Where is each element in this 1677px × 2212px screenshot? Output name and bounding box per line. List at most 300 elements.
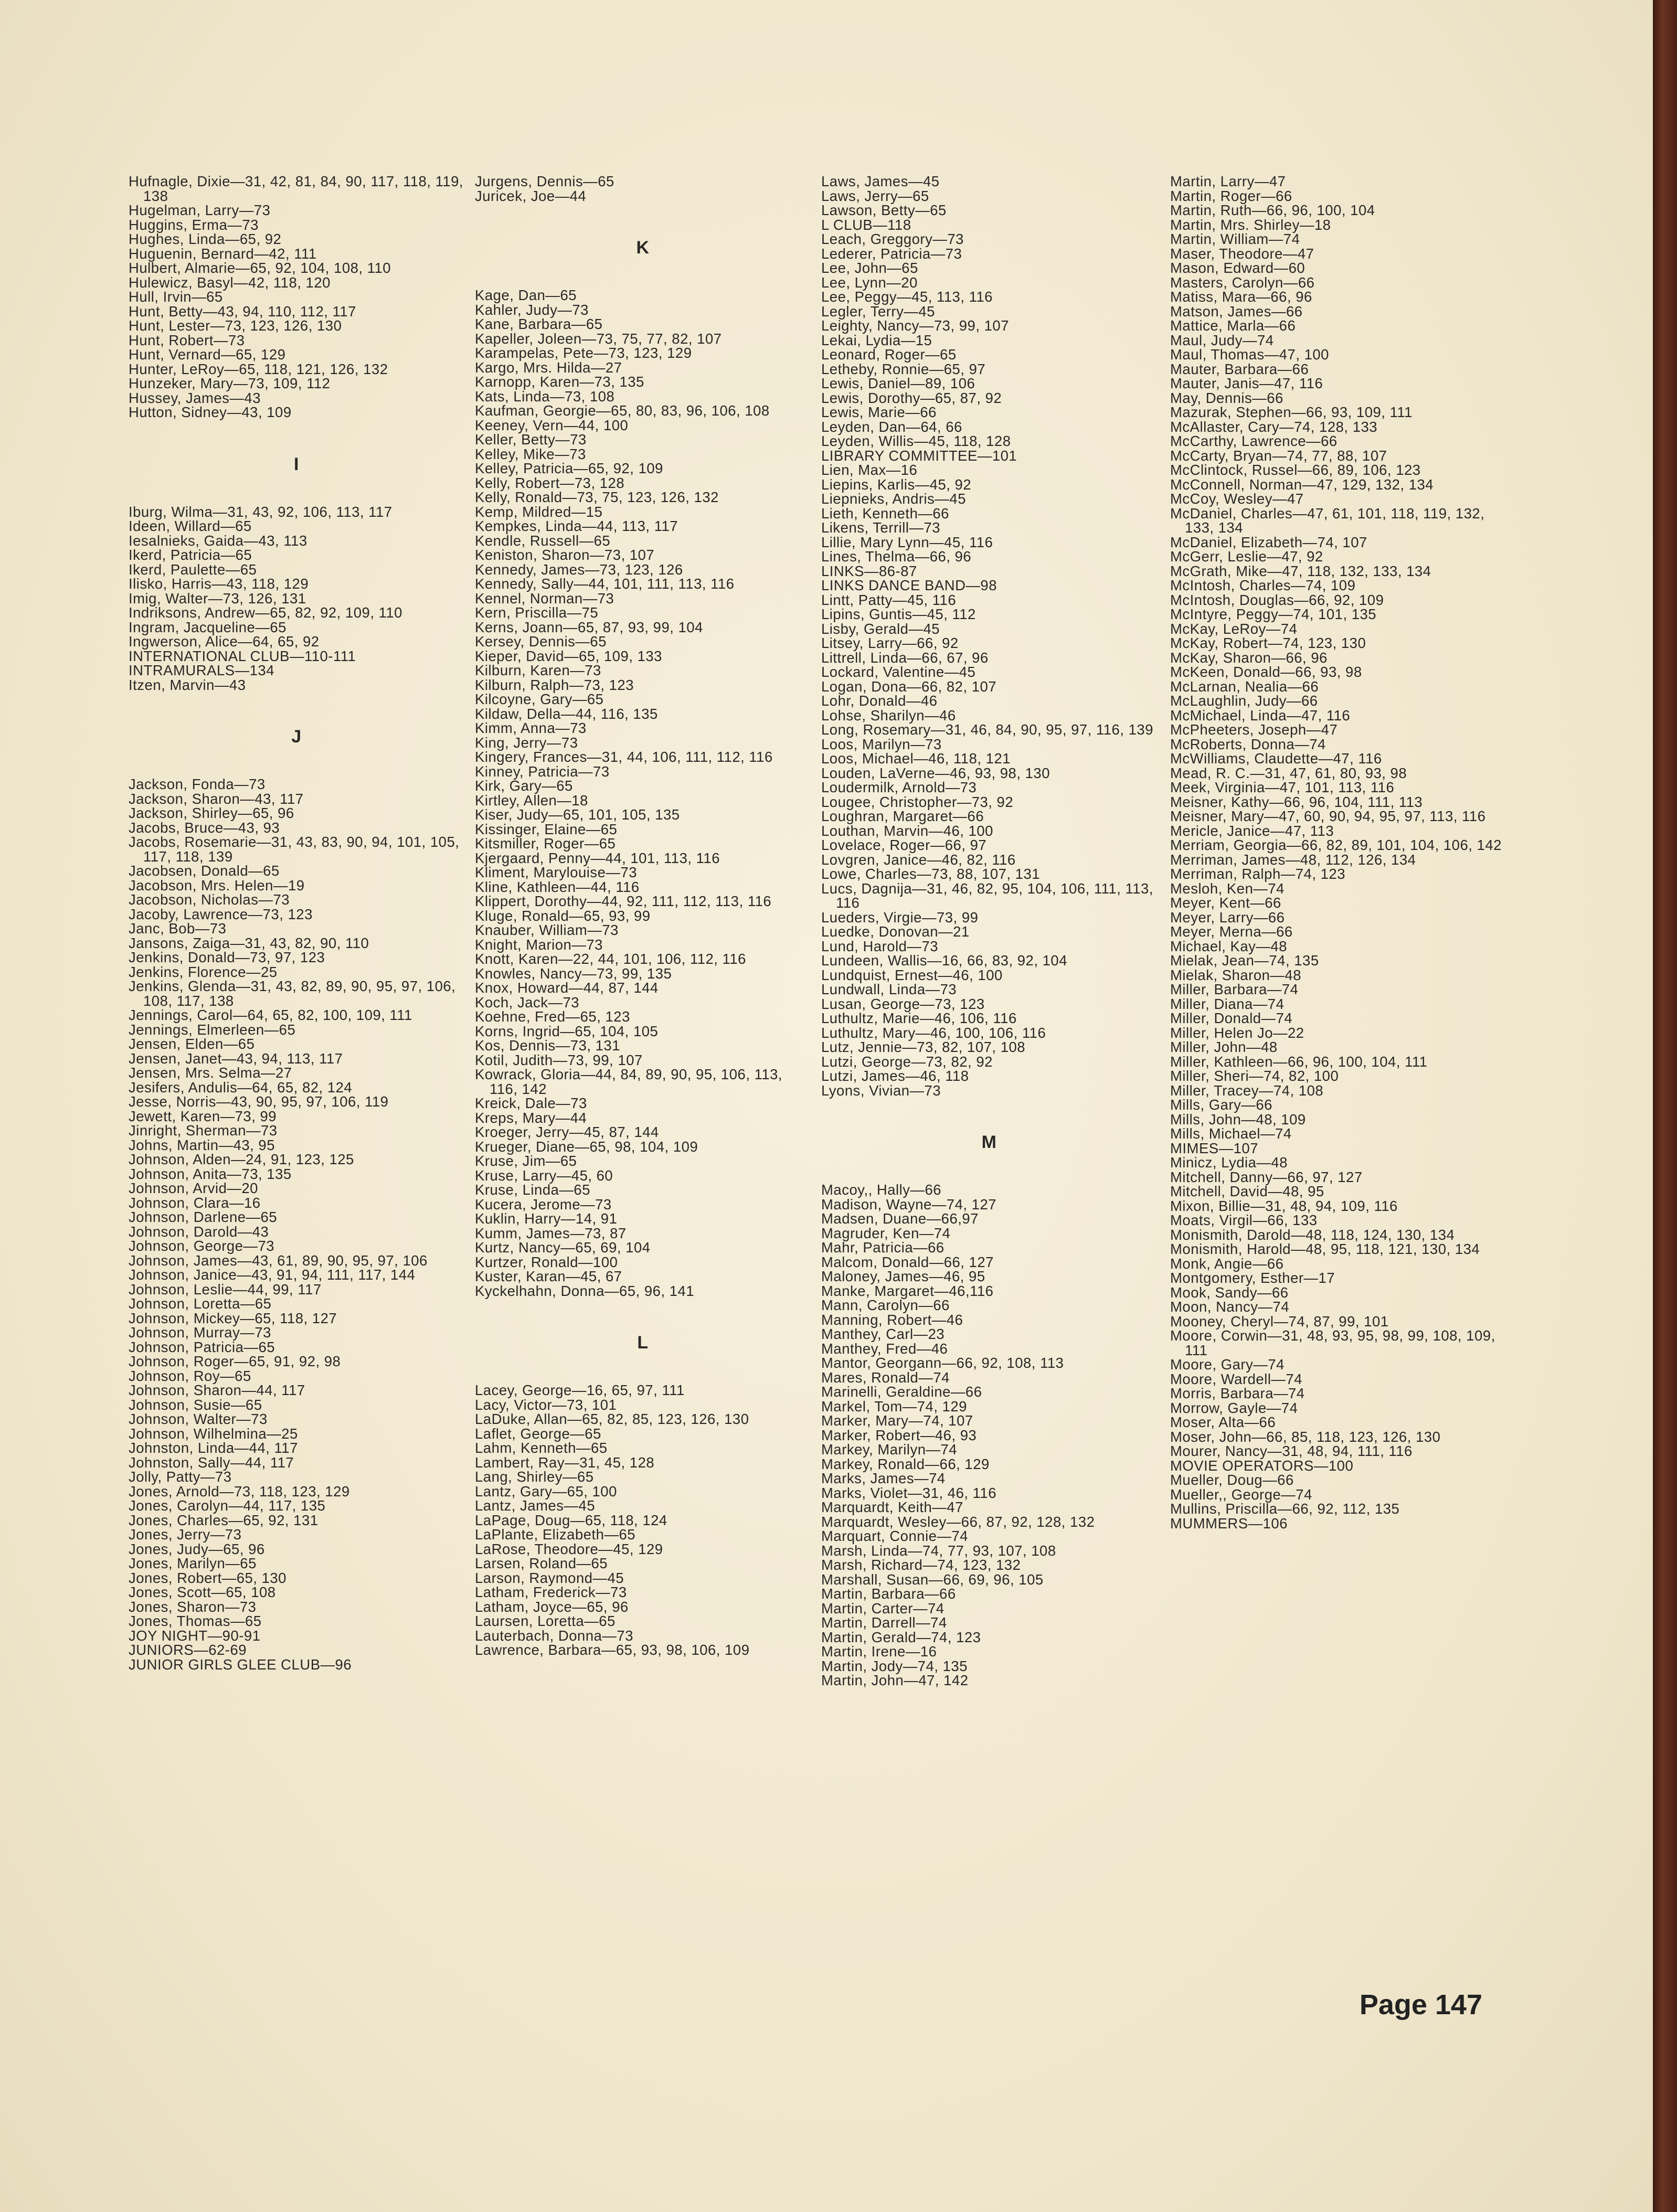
index-entry: Latham, Joyce—65, 96: [475, 1598, 629, 1615]
index-entry: Kjergaard, Penny—44, 101, 113, 116: [475, 849, 720, 866]
index-entry: Meisner, Kathy—66, 96, 104, 111, 113: [1170, 793, 1423, 810]
index-entry: McMichael, Linda—47, 116: [1170, 707, 1351, 724]
index-entry: Martin, Larry—47: [1170, 173, 1286, 189]
index-column-1: [129, 174, 464, 1672]
index-entry: Miller, Barbara—74: [1170, 981, 1299, 997]
index-entry: Laursen, Loretta—65: [475, 1613, 615, 1629]
index-entry: Martin, Irene—16: [821, 1643, 937, 1660]
index-entry: Luthultz, Marie—46, 106, 116: [821, 1010, 1017, 1026]
index-entry: Lucs, Dagnija—31, 46, 82, 95, 104, 106, 111, 113, 116: [821, 880, 1153, 911]
index-entry: McIntyre, Peggy—74, 101, 135: [1170, 606, 1377, 622]
index-entry: Martin, Roger—66: [1170, 187, 1292, 204]
index-entry: Matiss, Mara—66, 96: [1170, 289, 1312, 305]
index-entry: Kline, Kathleen—44, 116: [475, 878, 640, 895]
index-entry: Mielak, Jean—74, 135: [1170, 952, 1319, 969]
index-entry: Laws, James—45: [821, 173, 940, 189]
index-entry: McAllaster, Cary—74, 128, 133: [1170, 418, 1378, 435]
index-entry: McKay, LeRoy—74: [1170, 620, 1298, 637]
index-entry: Jones, Sharon—73: [129, 1598, 257, 1615]
index-entry: Johnson, Mickey—65, 118, 127: [129, 1310, 337, 1326]
index-entry: LaDuke, Allan—65, 82, 85, 123, 126, 130: [475, 1411, 749, 1427]
index-entry: Jacobson, Nicholas—73: [129, 891, 290, 908]
index-entry: Johnson, Anita—73, 135: [129, 1165, 292, 1182]
index-entry: Johnson, Darold—43: [129, 1223, 269, 1240]
index-entry: Kilburn, Ralph—73, 123: [475, 676, 634, 693]
index-entry: McCarthy, Lawrence—66: [1170, 433, 1338, 449]
index-entry: Manke, Margaret—46,116: [821, 1282, 994, 1299]
index-entry: Masters, Carolyn—66: [1170, 274, 1315, 291]
index-entry: Kelly, Robert—73, 128: [475, 474, 625, 491]
index-entry: Maul, Thomas—47, 100: [1170, 346, 1329, 363]
index-entry: Johnson, Arvid—20: [129, 1180, 258, 1196]
index-entry: Mitchell, Danny—66, 97, 127: [1170, 1168, 1363, 1185]
index-entry: Larsen, Roland—65: [475, 1555, 608, 1571]
index-entry: Miller, Kathleen—66, 96, 100, 104, 111: [1170, 1053, 1428, 1070]
index-entry: Jenkins, Florence—25: [129, 963, 278, 980]
index-entry: Morrow, Gayle—74: [1170, 1399, 1298, 1416]
index-entry: Jones, Robert—65, 130: [129, 1569, 286, 1586]
index-entry: Johnston, Linda—44, 117: [129, 1440, 298, 1456]
index-entry: Manning, Robert—46: [821, 1311, 963, 1328]
index-entry: Johnson, Clara—16: [129, 1194, 261, 1211]
index-entry: Lohr, Donald—46: [821, 693, 938, 709]
index-entry: Kage, Dan—65: [475, 287, 577, 303]
index-entry: MOVIE OPERATORS—100: [1170, 1457, 1354, 1474]
index-entry: Merriman, James—48, 112, 126, 134: [1170, 851, 1416, 868]
index-entry: Hull, Irvin—65: [129, 289, 223, 305]
index-entry: McWilliams, Claudette—47, 116: [1170, 750, 1382, 767]
index-entry: Moser, Alta—66: [1170, 1414, 1276, 1430]
index-entry: LaRose, Theodore—45, 129: [475, 1540, 663, 1557]
index-entry: Marquart, Connie—74: [821, 1528, 969, 1544]
index-entry: Huggins, Erma—73: [129, 216, 259, 233]
index-entry: Knox, Howard—44, 87, 144: [475, 980, 659, 996]
index-entry: Kendle, Russell—65: [475, 532, 611, 549]
index-entry: Lyons, Vivian—73: [821, 1082, 941, 1099]
index-entry: Maul, Judy—74: [1170, 332, 1274, 348]
index-entry: JUNIOR GIRLS GLEE CLUB—96: [129, 1656, 352, 1673]
index-entry: Karnopp, Karen—73, 135: [475, 374, 644, 390]
index-entry: McRoberts, Donna—74: [1170, 736, 1326, 752]
index-entry: Mauter, Barbara—66: [1170, 360, 1309, 377]
index-entry: Martin, Mrs. Shirley—18: [1170, 216, 1331, 233]
index-entry: Jackson, Fonda—73: [129, 776, 266, 792]
index-entry: Marker, Mary—74, 107: [821, 1412, 973, 1429]
index-entry: Ikerd, Patricia—65: [129, 547, 252, 563]
index-entry: Kersey, Dennis—65: [475, 633, 607, 650]
index-entry: MIMES—107: [1170, 1140, 1259, 1156]
index-column-3: [821, 174, 1157, 1688]
index-entry: Meyer, Kent—66: [1170, 895, 1281, 911]
section-letter-heading: M: [981, 1132, 997, 1152]
page-number: Page 147: [1359, 1989, 1482, 2020]
index-entry: McKay, Sharon—66, 96: [1170, 649, 1328, 666]
index-entry: Knott, Karen—22, 44, 101, 106, 112, 116: [475, 951, 746, 967]
index-entry: Lacy, Victor—73, 101: [475, 1396, 617, 1413]
index-entry: Markey, Ronald—66, 129: [821, 1455, 990, 1472]
section-letter-heading: I: [294, 454, 299, 474]
index-entry: Loudermilk, Arnold—73: [821, 779, 977, 795]
index-entry: Meyer, Larry—66: [1170, 909, 1285, 926]
index-entry: Mares, Ronald—74: [821, 1369, 950, 1386]
index-entry: Manthey, Carl—23: [821, 1326, 945, 1342]
index-entry: Lang, Shirley—65: [475, 1469, 594, 1485]
index-entry: Lien, Max—16: [821, 462, 918, 478]
index-entry: Kluge, Ronald—65, 93, 99: [475, 907, 651, 924]
index-entry: Mourer, Nancy—31, 48, 94, 111, 116: [1170, 1443, 1413, 1459]
index-entry: Indriksons, Andrew—65, 82, 92, 109, 110: [129, 604, 402, 621]
index-entry: Johnson, Darlene—65: [129, 1209, 278, 1225]
index-entry: Kerns, Joann—65, 87, 93, 99, 104: [475, 619, 703, 635]
index-entry: Leyden, Dan—64, 66: [821, 418, 962, 435]
index-entry: Maser, Theodore—47: [1170, 245, 1314, 262]
index-entry: Krueger, Diane—65, 98, 104, 109: [475, 1138, 698, 1155]
index-entry: Kats, Linda—73, 108: [475, 388, 615, 405]
index-entry: Meyer, Merna—66: [1170, 923, 1293, 940]
index-entry: Kargo, Mrs. Hilda—27: [475, 359, 622, 376]
index-entry: Lauterbach, Donna—73: [475, 1627, 634, 1644]
index-entry: Kelley, Mike—73: [475, 445, 586, 462]
index-entry: Lovgren, Janice—46, 82, 116: [821, 851, 1016, 868]
index-entry: Merriam, Georgia—66, 82, 89, 101, 104, 106, 142: [1170, 837, 1502, 853]
index-entry: Lines, Thelma—66, 96: [821, 548, 972, 565]
index-entry: Kiser, Judy—65, 101, 105, 135: [475, 806, 680, 823]
index-entry: Kreick, Dale—73: [475, 1095, 587, 1111]
index-entry: Loos, Michael—46, 118, 121: [821, 750, 1011, 767]
index-entry: Jackson, Shirley—65, 96: [129, 805, 294, 821]
index-entry: Mitchell, David—48, 95: [1170, 1183, 1324, 1199]
index-entry: Mead, R. C.—31, 47, 61, 80, 93, 98: [1170, 764, 1407, 781]
index-entry: Matson, James—66: [1170, 303, 1303, 320]
index-entry: Liepnieks, Andris—45: [821, 491, 966, 507]
index-entry: Monismith, Harold—48, 95, 118, 121, 130, 134: [1170, 1241, 1480, 1257]
index-entry: Lovelace, Roger—66, 97: [821, 837, 987, 853]
index-entry: Lawson, Betty—65: [821, 202, 947, 218]
index-entry: Jansons, Zaiga—31, 43, 82, 90, 110: [129, 934, 369, 951]
index-entry: Lederer, Patricia—73: [821, 245, 962, 262]
index-entry: Moore, Corwin—31, 48, 93, 95, 98, 99, 108, 109, 111: [1170, 1327, 1495, 1358]
index-entry: Ideen, Willard—65: [129, 518, 252, 534]
index-entry: Merriman, Ralph—74, 123: [1170, 866, 1346, 882]
index-entry: Laflet, George—65: [475, 1425, 601, 1442]
index-entry: Moon, Nancy—74: [1170, 1299, 1290, 1315]
index-entry: Johnson, Alden—24, 91, 123, 125: [129, 1151, 354, 1167]
index-entry: Lundquist, Ernest—46, 100: [821, 966, 1003, 983]
index-entry: Kucera, Jerome—73: [475, 1196, 612, 1213]
index-entry: Montgomery, Esther—17: [1170, 1270, 1335, 1286]
index-entry: Kliment, Marylouise—73: [475, 864, 638, 880]
index-entry: Itzen, Marvin—43: [129, 676, 246, 693]
index-entry: Kennel, Norman—73: [475, 590, 614, 607]
index-entry: Jennings, Elmerleen—65: [129, 1021, 296, 1038]
index-entry: Miller, Donald—74: [1170, 1010, 1293, 1026]
index-entry: Johnston, Sally—44, 117: [129, 1454, 294, 1471]
index-entry: McDaniel, Elizabeth—74, 107: [1170, 534, 1367, 550]
index-entry: Iburg, Wilma—31, 43, 92, 106, 113, 117: [129, 503, 392, 520]
index-entry: Lewis, Dorothy—65, 87, 92: [821, 389, 1002, 406]
index-entry: McKeen, Donald—66, 93, 98: [1170, 664, 1362, 680]
index-entry: Hunzeker, Mary—73, 109, 112: [129, 375, 331, 391]
index-entry: Likens, Terrill—73: [821, 519, 941, 536]
index-entry: Leonard, Roger—65: [821, 346, 957, 363]
index-entry: Jones, Arnold—73, 118, 123, 129: [129, 1483, 350, 1500]
index-entry: Hulbert, Almarie—65, 92, 104, 108, 110: [129, 260, 391, 276]
index-entry: McIntosh, Charles—74, 109: [1170, 577, 1356, 593]
index-entry: Martin, Ruth—66, 96, 100, 104: [1170, 202, 1375, 218]
index-entry: Mesloh, Ken—74: [1170, 880, 1285, 897]
index-entry: Lee, John—65: [821, 260, 918, 276]
index-entry: Kruse, Jim—65: [475, 1153, 577, 1169]
index-entry: Lewis, Marie—66: [821, 404, 937, 420]
index-entry: Mazurak, Stephen—66, 93, 109, 111: [1170, 404, 1413, 420]
index-entry: Jones, Jerry—73: [129, 1526, 242, 1543]
index-entry: Legler, Terry—45: [821, 303, 935, 320]
index-entry: Litsey, Larry—66, 92: [821, 635, 959, 651]
index-entry: Kurtz, Nancy—65, 69, 104: [475, 1239, 651, 1256]
index-entry: Kildaw, Della—44, 116, 135: [475, 705, 658, 722]
index-entry: Marks, Violet—31, 46, 116: [821, 1484, 997, 1501]
index-entry: Leach, Greggory—73: [821, 231, 964, 247]
index-entry: Hugelman, Larry—73: [129, 202, 271, 218]
index-entry: INTRAMURALS—134: [129, 662, 274, 678]
index-entry: Jolly, Patty—73: [129, 1469, 232, 1485]
index-entry: Kroeger, Jerry—45, 87, 144: [475, 1124, 659, 1140]
index-entry: McIntosh, Douglas—66, 92, 109: [1170, 591, 1384, 608]
index-entry: Jensen, Mrs. Selma—27: [129, 1065, 292, 1081]
index-entry: Kumm, James—73, 87: [475, 1225, 627, 1241]
index-entry: Ingwerson, Alice—64, 65, 92: [129, 633, 320, 650]
index-entry: Johnson, Janice—43, 91, 94, 111, 117, 144: [129, 1267, 416, 1283]
index-entry: McPheeters, Joseph—47: [1170, 721, 1338, 738]
index-entry: Janc, Bob—73: [129, 920, 227, 937]
index-entry: Lundwall, Linda—73: [821, 981, 957, 997]
index-entry: Kirk, Gary—65: [475, 778, 573, 794]
index-entry: King, Jerry—73: [475, 734, 578, 751]
index-entry: Kowrack, Gloria—44, 84, 89, 90, 95, 106, 113, 116, 142: [475, 1066, 783, 1097]
index-entry: Lund, Harold—73: [821, 938, 939, 954]
index-entry: Hunt, Robert—73: [129, 332, 245, 348]
index-entry: Kane, Barbara—65: [475, 316, 603, 332]
index-entry: Mann, Carolyn—66: [821, 1297, 950, 1313]
index-entry: Johnson, James—43, 61, 89, 90, 95, 97, 106: [129, 1252, 428, 1269]
index-entry: Hutton, Sidney—43, 109: [129, 404, 292, 420]
index-entry: Knowles, Nancy—73, 99, 135: [475, 965, 672, 982]
index-entry: Kennedy, James—73, 123, 126: [475, 561, 683, 578]
index-entry: Lahm, Kenneth—65: [475, 1440, 608, 1456]
index-entry: Lee, Lynn—20: [821, 274, 918, 291]
index-entry: Louthan, Marvin—46, 100: [821, 822, 993, 839]
index-entry: Keller, Betty—73: [475, 431, 587, 448]
index-entry: Kilcoyne, Gary—65: [475, 691, 604, 707]
index-entry: Laws, Jerry—65: [821, 187, 929, 204]
index-entry: Madsen, Duane—66,97: [821, 1210, 979, 1227]
index-entry: Lohse, Sharilyn—46: [821, 707, 956, 724]
index-entry: Martin, Darrell—74: [821, 1614, 947, 1631]
index-entry: Lillie, Mary Lynn—45, 116: [821, 534, 993, 550]
index-entry: Kingery, Frances—31, 44, 106, 111, 112, 116: [475, 749, 773, 765]
index-entry: Letheby, Ronnie—65, 97: [821, 360, 986, 377]
index-entry: Kapeller, Joleen—73, 75, 77, 82, 107: [475, 330, 722, 347]
index-entry: Jenkins, Glenda—31, 43, 82, 89, 90, 95, 97, 106, 108, 117, 138: [129, 978, 456, 1009]
index-entry: Mantor, Georgann—66, 92, 108, 113: [821, 1355, 1064, 1371]
index-entry: Kimm, Anna—73: [475, 720, 587, 736]
index-entry: McConnell, Norman—47, 129, 132, 134: [1170, 476, 1434, 493]
index-entry: Leighty, Nancy—73, 99, 107: [821, 317, 1009, 334]
index-entry: Lewis, Daniel—89, 106: [821, 375, 975, 391]
index-entry: Knight, Marion—73: [475, 936, 603, 953]
index-entry: Jenkins, Donald—73, 97, 123: [129, 949, 325, 965]
index-entry: LINKS DANCE BAND—98: [821, 577, 997, 593]
index-entry: Mullins, Priscilla—66, 92, 112, 135: [1170, 1501, 1400, 1517]
index-entry: Mills, Gary—66: [1170, 1097, 1272, 1113]
index-entry: Jesse, Norris—43, 90, 95, 97, 106, 119: [129, 1093, 389, 1110]
index-entry: Miller, Diana—74: [1170, 995, 1285, 1012]
index-entry: Mixon, Billie—31, 48, 94, 109, 116: [1170, 1197, 1398, 1214]
index-entry: Lantz, Gary—65, 100: [475, 1483, 617, 1500]
index-entry: Jensen, Janet—43, 94, 113, 117: [129, 1050, 343, 1067]
index-entry: Kinney, Patricia—73: [475, 763, 610, 780]
index-entry: Meisner, Mary—47, 60, 90, 94, 95, 97, 113, 116: [1170, 808, 1486, 824]
index-entry: Kruse, Linda—65: [475, 1182, 590, 1198]
index-entry: Lekai, Lydia—15: [821, 332, 932, 348]
index-entry: Jinright, Sherman—73: [129, 1122, 278, 1139]
index-entry: Hughes, Linda—65, 92: [129, 231, 282, 247]
index-entry: Madison, Wayne—74, 127: [821, 1196, 997, 1213]
index-entry: Knauber, William—73: [475, 922, 619, 938]
index-entry: Marshall, Susan—66, 69, 96, 105: [821, 1571, 1044, 1588]
index-entry: Johnson, Susie—65: [129, 1396, 262, 1413]
index-entry: Johnson, Sharon—44, 117: [129, 1382, 305, 1398]
index-entry: Johnson, George—73: [129, 1238, 275, 1254]
index-entry: Hufnagle, Dixie—31, 42, 81, 84, 90, 117, 118, 119, 138: [129, 173, 464, 204]
index-entry: Lawrence, Barbara—65, 93, 98, 106, 109: [475, 1642, 750, 1658]
index-entry: Johnson, Roy—65: [129, 1367, 251, 1384]
index-entry: Miller, Helen Jo—22: [1170, 1024, 1304, 1041]
index-entry: Leyden, Willis—45, 118, 128: [821, 433, 1011, 449]
index-entry: Magruder, Ken—74: [821, 1225, 951, 1241]
index-entry: Lutzi, James—46, 118: [821, 1068, 969, 1084]
index-entry: Minicz, Lydia—48: [1170, 1154, 1288, 1171]
index-entry: Koehne, Fred—65, 123: [475, 1008, 630, 1025]
index-entry: Loos, Marilyn—73: [821, 736, 942, 752]
index-entry: Jones, Marilyn—65: [129, 1555, 257, 1571]
index-entry: Johnson, Roger—65, 91, 92, 98: [129, 1353, 341, 1369]
index-entry: Miller, John—48: [1170, 1039, 1278, 1055]
index-entry: Lantz, James—45: [475, 1497, 596, 1514]
index-entry: Mericle, Janice—47, 113: [1170, 822, 1334, 839]
index-entry: Marsh, Richard—74, 123, 132: [821, 1557, 1021, 1573]
index-entry: Jones, Scott—65, 108: [129, 1584, 276, 1600]
index-entry: Mueller, Doug—66: [1170, 1472, 1294, 1488]
index-entry: Mook, Sandy—66: [1170, 1284, 1289, 1301]
index-entry: Lipins, Guntis—45, 112: [821, 606, 976, 622]
index-entry: Ilisko, Harris—43, 118, 129: [129, 576, 309, 592]
index-entry: Lee, Peggy—45, 113, 116: [821, 289, 993, 305]
index-entry: Jesifers, Andulis—64, 65, 82, 124: [129, 1079, 353, 1096]
index-entry: Kirtley, Allen—18: [475, 792, 588, 809]
index-entry: Hulewicz, Basyl—42, 118, 120: [129, 274, 331, 291]
index-entry: JUNIORS—62-69: [129, 1642, 247, 1658]
index-entry: Miller, Tracey—74, 108: [1170, 1082, 1324, 1099]
index-entry: Mielak, Sharon—48: [1170, 966, 1302, 983]
index-entry: Martin, Barbara—66: [821, 1586, 956, 1602]
index-column-2: [475, 174, 811, 1657]
index-entry: Moser, John—66, 85, 118, 123, 126, 130: [1170, 1428, 1441, 1445]
index-entry: Liepins, Karlis—45, 92: [821, 476, 972, 493]
index-entry: LaPlante, Elizabeth—65: [475, 1526, 636, 1543]
index-entry: Marquardt, Keith—47: [821, 1499, 963, 1515]
index-entry: Marks, James—74: [821, 1470, 946, 1486]
index-entry: Lisby, Gerald—45: [821, 620, 940, 637]
index-entry: McGerr, Leslie—47, 92: [1170, 548, 1323, 565]
index-entry: Johnson, Leslie—44, 99, 117: [129, 1281, 322, 1298]
index-entry: Macoy,, Hally—66: [821, 1182, 942, 1198]
index-entry: Mattice, Marla—66: [1170, 317, 1296, 334]
index-entry: MUMMERS—106: [1170, 1515, 1288, 1532]
index-entry: Long, Rosemary—31, 46, 84, 90, 95, 97, 116, 139: [821, 721, 1153, 738]
index-entry: Kruse, Larry—45, 60: [475, 1167, 613, 1184]
index-entry: Jacoby, Lawrence—73, 123: [129, 906, 313, 922]
index-entry: Juricek, Joe—44: [475, 187, 587, 204]
index-entry: Logan, Dona—66, 82, 107: [821, 678, 997, 695]
index-entry: Karampelas, Pete—73, 123, 129: [475, 345, 692, 361]
index-entry: Jacobsen, Donald—65: [129, 863, 280, 879]
index-entry: Maloney, James—46, 95: [821, 1268, 985, 1284]
index-entry: Kurtzer, Ronald—100: [475, 1253, 618, 1270]
index-entry: Keeney, Vern—44, 100: [475, 417, 629, 433]
index-entry: Mason, Edward—60: [1170, 260, 1305, 276]
index-entry: Malcom, Donald—66, 127: [821, 1253, 994, 1270]
index-entry: Jennings, Carol—64, 65, 82, 100, 109, 111: [129, 1007, 412, 1023]
index-entry: Kaufman, Georgie—65, 80, 83, 96, 106, 108: [475, 402, 770, 419]
index-entry: Marquardt, Wesley—66, 87, 92, 128, 132: [821, 1513, 1095, 1530]
index-entry: Johns, Martin—43, 95: [129, 1136, 275, 1153]
index-entry: Martin, William—74: [1170, 231, 1300, 247]
index-entry: May, Dennis—66: [1170, 389, 1283, 406]
index-entry: McGrath, Mike—47, 118, 132, 133, 134: [1170, 562, 1431, 579]
index-entry: Hussey, James—43: [129, 389, 261, 406]
index-entry: Lacey, George—16, 65, 97, 111: [475, 1382, 685, 1398]
index-entry: Kitsmiller, Roger—65: [475, 835, 616, 852]
index-entry: McCarty, Bryan—74, 77, 88, 107: [1170, 447, 1387, 464]
index-entry: Kreps, Mary—44: [475, 1109, 587, 1126]
index-entry: Markel, Tom—74, 129: [821, 1398, 968, 1415]
index-entry: Johnson, Patricia—65: [129, 1338, 275, 1355]
index-entry: LaPage, Doug—65, 118, 124: [475, 1512, 667, 1528]
index-entry: INTERNATIONAL CLUB—110-111: [129, 647, 356, 664]
index-entry: Hunt, Lester—73, 123, 126, 130: [129, 317, 342, 334]
index-entry: Kotil, Judith—73, 99, 107: [475, 1051, 643, 1068]
index-entry: Morris, Barbara—74: [1170, 1385, 1305, 1401]
index-entry: Mauter, Janis—47, 116: [1170, 375, 1323, 391]
index-entry: Kelley, Patricia—65, 92, 109: [475, 460, 663, 476]
index-entry: Monismith, Darold—48, 118, 124, 130, 134: [1170, 1226, 1455, 1243]
index-entry: Littrell, Linda—66, 67, 96: [821, 649, 989, 666]
index-entry: McCoy, Wesley—47: [1170, 491, 1304, 507]
index-entry: Koch, Jack—73: [475, 994, 580, 1011]
index-entry: Jones, Judy—65, 96: [129, 1540, 265, 1557]
index-entry: Marsh, Linda—74, 77, 93, 107, 108: [821, 1542, 1056, 1559]
index-entry: Kieper, David—65, 109, 133: [475, 647, 662, 664]
index-entry: Moats, Virgil—66, 133: [1170, 1212, 1318, 1228]
index-entry: Loughran, Margaret—66: [821, 808, 984, 824]
index-entry: Kemp, Mildred—15: [475, 503, 603, 520]
index-entry: Lowe, Charles—73, 88, 107, 131: [821, 866, 1041, 882]
index-entry: Martin, Carter—74: [821, 1600, 944, 1617]
index-entry: Kahler, Judy—73: [475, 301, 589, 318]
index-entry: Meek, Virginia—47, 101, 113, 116: [1170, 779, 1395, 795]
index-entry: Ingram, Jacqueline—65: [129, 619, 286, 635]
